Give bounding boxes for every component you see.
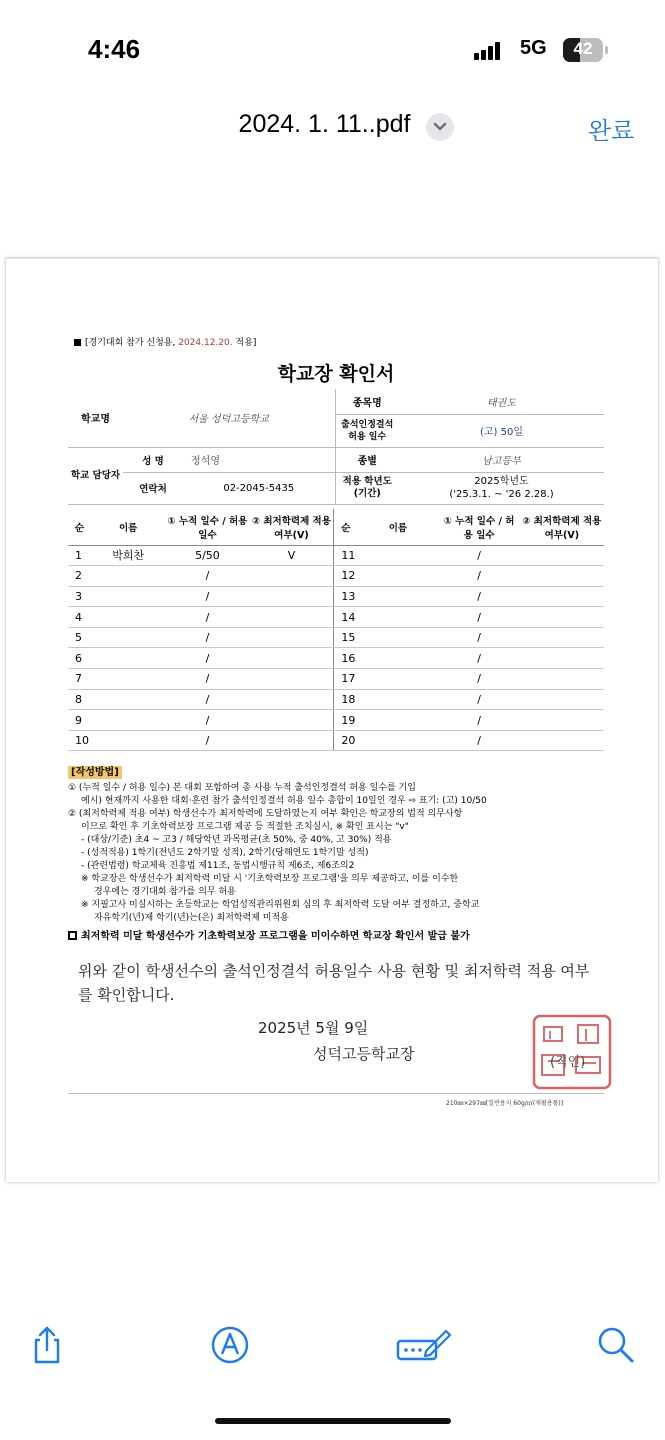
row-applied [520,730,604,751]
row-applied [520,710,604,731]
row-no: 14 [334,607,358,628]
row-no: 16 [334,648,358,669]
row-days: / [165,669,249,690]
row-applied [250,730,334,751]
method-line: ① (누적 일수 / 허용 일수) 본 대회 포함하여 총 사용 누적 출석인정결석 허용 일수를 기입 [68,783,416,793]
row-days: / [165,730,249,751]
cellular-signal-icon [474,40,504,60]
row-no: 1 [68,545,91,566]
row-applied [250,627,334,648]
row-no: 5 [68,627,91,648]
battery-tip [605,46,608,54]
warning-line: 최저학력 미달 학생선수가 기초학력보장 프로그램을 미이수하면 학교장 확인서 발급 불가 [68,930,628,943]
table-row [68,607,604,628]
method-line: 경우에는 경기대회 참가를 의무 허용 [94,887,236,897]
row-no: 4 [68,607,91,628]
row-name [357,607,438,628]
row-no: 11 [334,545,358,566]
row-days: / [439,566,520,587]
footer-rule [68,1093,604,1094]
col-name-2: 이름 [357,509,438,545]
row-name [91,648,165,669]
method-line: 이므로 확인 후 기초학력보장 프로그램 제공 등 적절한 조치실시, ※ 확인 표시는 "v" [81,822,409,832]
row-no: 20 [334,730,358,751]
year-value: 2025학년도 [474,476,529,487]
table-row [68,730,604,751]
seal-mark: (직인) [550,1055,586,1070]
writing-guide [68,766,628,943]
sport-value: 태권도 [399,389,604,414]
paper-footnote: 210㎜×297㎜[일반용지 60g/㎡(재활용품)] [446,1100,564,1107]
col-no-2: 순 [334,509,358,545]
row-applied [250,648,334,669]
search-icon[interactable] [596,1325,636,1365]
sport-label: 종목명 [335,389,399,414]
row-name [91,669,165,690]
header-note: [경기대회 참가 신청용, 2024.12.20. 적용] [74,335,256,348]
method-line: - (관련법령) 학교체육 진흥법 제11조, 동법시행규칙 제6조, 제6조의2 [81,861,355,871]
row-name [91,730,165,751]
row-no: 18 [334,689,358,710]
table-header-row [68,509,604,545]
bullet-square-icon [74,339,81,346]
row-no: 9 [68,710,91,731]
method-line: ※ 학교장은 학생선수가 최저학력 미달 시 '기초학력보장 프로그램'을 의무 제공하고, 이를 이수한 [81,874,459,884]
table-row [68,566,604,587]
done-button[interactable]: 완료 [588,117,635,145]
method-line: - (성적적용) 1학기(전년도 2학기말 성적), 2학기(당해연도 1학기말 성적) [81,848,369,858]
student-table [68,509,604,751]
markup-pen-icon[interactable] [210,1325,250,1365]
row-applied [250,607,334,628]
row-no: 7 [68,669,91,690]
battery-icon [563,38,603,62]
row-days: / [439,586,520,607]
row-days: / [165,689,249,710]
row-days: 5/50 [165,545,249,566]
method-line: 자유학기(년)제 학기(년)는(은) 최저학력제 미적용 [94,913,289,923]
share-icon[interactable] [27,1325,67,1365]
method-line: - (대상/기준) 초4 ~ 고3 / 해당학년 과목평균(초 50%, 중 40%, 고 30%) 적용 [81,835,392,845]
row-days: / [439,607,520,628]
row-name: 박희찬 [91,545,165,566]
row-name [91,607,165,628]
col-applied-2: ② 최저학력제 적용 여부(V) [520,509,604,545]
name-label: 성 명 [123,447,183,472]
row-days: / [439,627,520,648]
row-no: 19 [334,710,358,731]
row-days: / [165,586,249,607]
row-applied [520,627,604,648]
row-name [357,586,438,607]
row-days: / [439,545,520,566]
row-applied [520,586,604,607]
row-applied [520,669,604,690]
col-applied: ② 최저학력제 적용 여부(V) [250,509,334,545]
row-applied [250,586,334,607]
status-time: 4:46 [88,34,141,64]
network-type: 5G [520,37,547,59]
manager-label: 학교 담당자 [68,447,123,504]
info-table [68,389,604,505]
row-name [91,689,165,710]
battery-level: 42 [573,39,593,58]
row-applied [250,710,334,731]
row-name [91,627,165,648]
row-applied: V [250,545,334,566]
table-row [68,627,604,648]
category-value: 남고등부 [399,447,604,472]
row-days: / [165,710,249,731]
attendance-label: 출석인정결석 허용 일수 [335,414,399,447]
row-name [357,545,438,566]
row-days: / [165,566,249,587]
method-line: ※ 지필고사 미실시하는 초등학교는 학업성적관리위원회 심의 후 최저학력 도달 여부 결정하고, 중학교 [81,900,480,910]
row-no: 12 [334,566,358,587]
row-name [357,669,438,690]
row-applied [520,607,604,628]
checkbox-square-icon [68,931,77,940]
row-name [357,689,438,710]
doc-title: 학교장 확인서 [277,363,395,385]
confirm-text: 위와 같이 학생선수의 출석인정결석 허용일수 사용 현황 및 최저학력 적용 여부를 확인합니다. [78,962,590,1004]
row-applied [520,648,604,669]
pdf-page[interactable] [6,258,658,1182]
row-no: 13 [334,586,358,607]
home-indicator[interactable] [215,1418,451,1424]
table-row [68,648,604,669]
col-days-2: ① 누적 일수 / 허용 일수 [439,509,520,545]
table-row [68,586,604,607]
table-row [68,689,604,710]
row-name [357,627,438,648]
status-bar [0,0,665,100]
col-no: 순 [68,509,91,545]
row-days: / [165,607,249,628]
row-applied [250,689,334,710]
row-no: 6 [68,648,91,669]
row-no: 3 [68,586,91,607]
row-name [357,648,438,669]
contact-label: 연락처 [123,472,183,504]
row-days: / [439,730,520,751]
table-row [68,710,604,731]
method-tag: [작성방법] [68,766,122,779]
row-name [357,710,438,731]
row-days: / [439,689,520,710]
year-label: 적용 학년도 (기간) [335,472,399,504]
attendance-value: (고) 50일 [399,414,604,447]
name-value: 정석영 [183,447,335,472]
year-cell [399,472,604,504]
school-value: 서울 성덕고등학교 [123,389,335,447]
contact-value: 02-2045-5435 [183,472,335,504]
row-name [91,566,165,587]
row-name [91,710,165,731]
row-days: / [439,710,520,731]
method-line: ② (최저학력제 적용 여부) 학생선수가 최저학력에 도달하였는지 여부 확인은 학교장의 법적 의무사항 [68,809,463,819]
row-no: 17 [334,669,358,690]
method-line: 예시) 현재까지 사용한 대회·훈련 참가 출석인정결석 허용 일수 총합이 10일인 경우 ⇨ 표기: (고) 10/50 [81,796,487,806]
row-applied [250,566,334,587]
school-label: 학교명 [68,389,123,447]
row-applied [520,689,604,710]
row-no: 15 [334,627,358,648]
row-no: 10 [68,730,91,751]
row-days: / [165,627,249,648]
chevron-down-icon[interactable] [426,113,454,141]
row-days: / [165,648,249,669]
row-applied [520,566,604,587]
fill-and-sign-icon[interactable] [396,1325,452,1365]
col-days: ① 누적 일수 / 허용 일수 [165,509,249,545]
row-applied [250,669,334,690]
row-no: 2 [68,566,91,587]
principal-name: 성덕고등학교장 [313,1045,415,1063]
row-name [357,566,438,587]
row-days: / [439,669,520,690]
document-title[interactable]: 2024. 1. 11..pdf [238,110,411,138]
row-name [91,586,165,607]
col-name: 이름 [91,509,165,545]
table-row [68,545,604,566]
category-label: 종별 [335,447,399,472]
year-period: ('25.3.1. ~ '26 2.28.) [449,489,554,500]
row-days: / [439,648,520,669]
row-name [357,730,438,751]
table-row [68,669,604,690]
issue-date: 2025년 5월 9일 [258,1019,369,1037]
row-applied [520,545,604,566]
row-no: 8 [68,689,91,710]
